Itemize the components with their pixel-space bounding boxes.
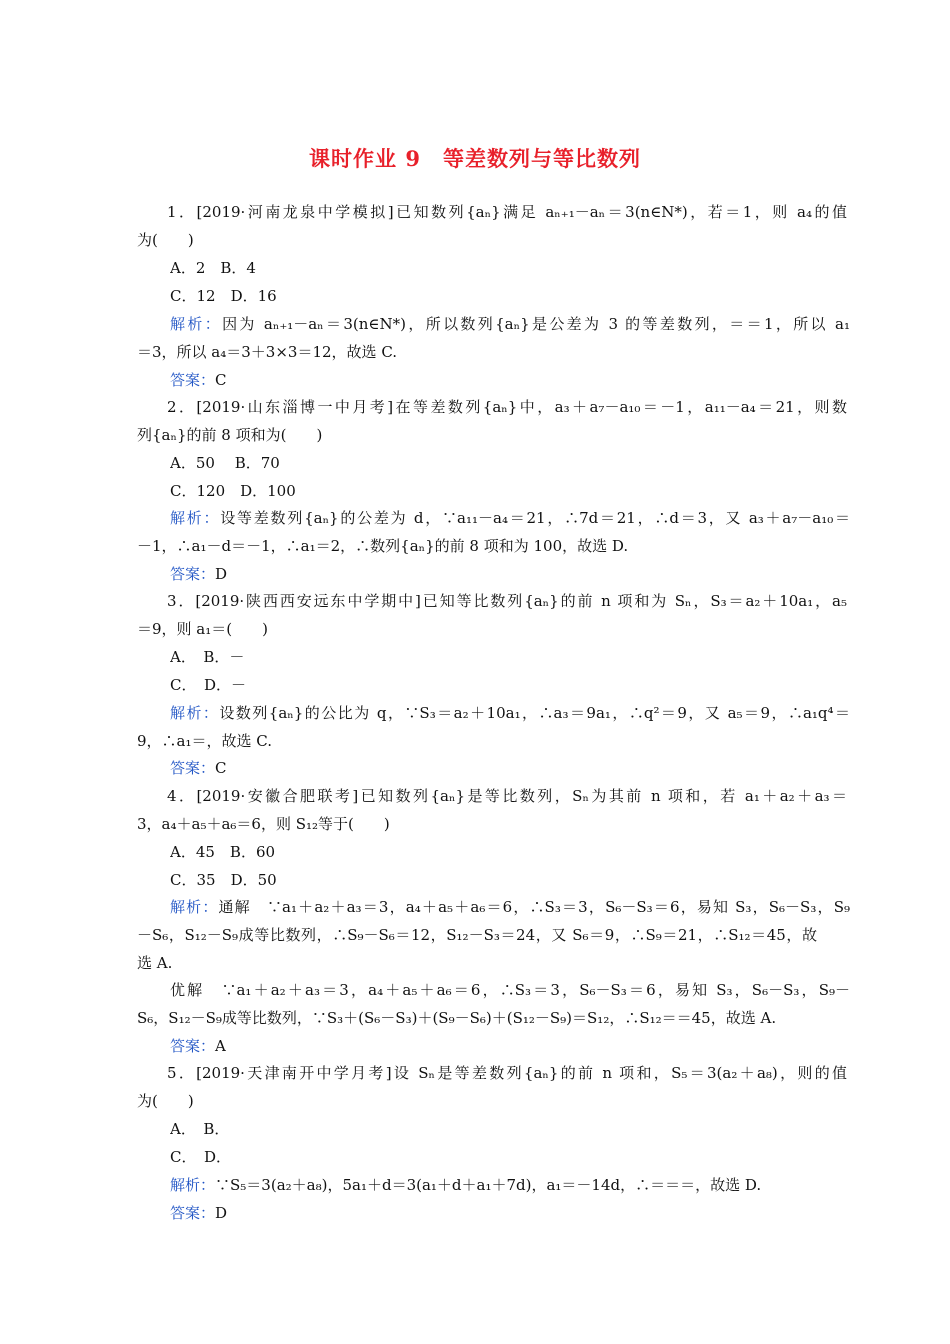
- q4-stem-line2: 3，a₄＋a₅＋a₆＝6，则 S₁₂等于( ): [137, 815, 390, 833]
- analysis-label: 解析：: [170, 898, 219, 916]
- q1-answer: C: [215, 371, 227, 389]
- q2-analysis-line1: [170, 504, 850, 532]
- q4-stem-line1: 4．[2019·安徽合肥联考]已知数列{aₙ}是等比数列，Sₙ为其前 n 项和，若 a₁＋a₂＋a₃＝: [167, 787, 847, 805]
- q5-stem-line1: 5．[2019·天津南开中学月考]设 Sₙ是等差数列{aₙ}的前 n 项和，S₅＝3(a₂＋a₈)，则的值: [167, 1064, 847, 1082]
- q5-answer-line: [170, 1199, 850, 1227]
- q3-analysis-line1: [170, 699, 850, 727]
- analysis-label: 解析：: [170, 509, 221, 527]
- q4-alt-solution-line1: 优解 ∵a₁＋a₂＋a₃＝3，a₄＋a₅＋a₆＝6，∴S₃＝3，S₆－S₃＝6，易知 S₃，S₆－S₃，S₉－: [170, 981, 850, 999]
- q5-options-line1: A． B．: [170, 1120, 230, 1138]
- q2-answer: D: [215, 565, 228, 583]
- q1-options-line1: A．2 B．4: [170, 259, 256, 277]
- answer-label: 答案：: [170, 759, 216, 777]
- q4-analysis-line2: －S₆，S₁₂－S₉成等比数列，∴S₉－S₆＝12，S₁₂－S₃＝24，又 S₆＝9，∴S₉＝21，∴S₁₂＝45，故: [137, 926, 817, 944]
- q2-analysis-text1: 设等差数列{aₙ}的公差为 d，∵a₁₁－a₄＝21，∴7d＝21，∴d＝3，又 a₃＋a₇－a₁₀＝: [220, 509, 850, 527]
- q4-answer: A: [215, 1037, 226, 1055]
- q1-stem-line2: 为( ): [137, 231, 194, 249]
- q3-analysis-line2: 9，∴a₁＝，故选 C.: [137, 732, 272, 750]
- page-title: 课时作业 9 等差数列与等比数列: [309, 146, 641, 171]
- q4-options-line1: A．45 B．60: [170, 843, 276, 861]
- analysis-label: 解析：: [170, 1176, 216, 1194]
- q5-analysis-line1: [170, 1171, 850, 1199]
- q1-stem-line1: 1．[2019·河南龙泉中学模拟]已知数列{aₙ}满足 aₙ₊₁－aₙ＝3(n∈N*)，若＝1，则 a₄的值: [167, 203, 847, 221]
- q1-answer-line: [170, 366, 850, 394]
- q1-analysis-text1: 因为 aₙ₊₁－aₙ＝3(n∈N*)，所以数列{aₙ}是公差为 3 的等差数列，＝＝1，所以 a₁: [222, 315, 850, 333]
- q2-options-line2: C．120 D．100: [170, 482, 296, 500]
- q4-answer-line: [170, 1032, 850, 1060]
- analysis-label: 解析：: [170, 315, 223, 333]
- q3-answer: C: [215, 759, 227, 777]
- q3-options-line1: A． B．－: [170, 648, 245, 666]
- q5-stem-line2: 为( ): [137, 1092, 194, 1110]
- answer-label: 答案：: [170, 371, 216, 389]
- q3-stem-line2: ＝9，则 a₁＝( ): [137, 620, 268, 638]
- q3-analysis-text1: 设数列{aₙ}的公比为 q，∵S₃＝a₂＋10a₁，∴a₃＝9a₁，∴q²＝9，又 a₅＝9，∴a₁q⁴＝: [219, 704, 850, 722]
- q1-analysis-line1: [170, 310, 850, 338]
- q3-options-line2: C． D．－: [170, 676, 247, 694]
- q4-analysis-line3: 选 A.: [137, 954, 173, 972]
- q2-stem-line2: 列{aₙ}的前 8 项和为( ): [137, 426, 323, 444]
- q5-answer: D: [215, 1204, 228, 1222]
- q2-options-line1: A．50 B．70: [170, 454, 280, 472]
- q4-analysis-text1: 通解 ∵a₁＋a₂＋a₃＝3，a₄＋a₅＋a₆＝6，∴S₃＝3，S₆－S₃＝6，易知 S₃，S₆－S₃，S₉: [218, 898, 850, 916]
- q2-stem-line1: 2．[2019·山东淄博一中月考]在等差数列{aₙ}中，a₃＋a₇－a₁₀＝－1，a₁₁－a₄＝21，则数: [167, 398, 847, 416]
- q5-analysis-text1: ∵S₅＝3(a₂＋a₈)，5a₁＋d＝3(a₁＋d＋a₁＋7d)，a₁＝－14d，∴＝＝＝，故选 D.: [215, 1176, 762, 1194]
- q4-analysis-line1: [170, 893, 850, 921]
- q5-options-line2: C． D．: [170, 1148, 232, 1166]
- q1-options-line2: C．12 D．16: [170, 287, 277, 305]
- q4-options-line2: C．35 D．50: [170, 871, 277, 889]
- q1-analysis-line2: ＝3，所以 a₄＝3＋3×3＝12，故选 C.: [137, 343, 398, 361]
- q2-analysis-line2: －1，∴a₁－d＝－1，∴a₁＝2，∴数列{aₙ}的前 8 项和为 100，故选 D.: [137, 537, 629, 555]
- q3-stem-line1: 3．[2019·陕西西安远东中学期中]已知等比数列{aₙ}的前 n 项和为 Sₙ，S₃＝a₂＋10a₁，a₅: [167, 592, 847, 610]
- q4-alt-solution-line2: S₆，S₁₂－S₉成等比数列，∵S₃＋(S₆－S₃)＋(S₉－S₆)＋(S₁₂－S₉)＝S₁₂，∴S₁₂＝＝45，故选 A.: [137, 1009, 777, 1027]
- answer-label: 答案：: [170, 1037, 216, 1055]
- analysis-label: 解析：: [170, 704, 220, 722]
- q3-answer-line: [170, 754, 850, 782]
- answer-label: 答案：: [170, 565, 216, 583]
- answer-label: 答案：: [170, 1204, 216, 1222]
- q2-answer-line: [170, 560, 850, 588]
